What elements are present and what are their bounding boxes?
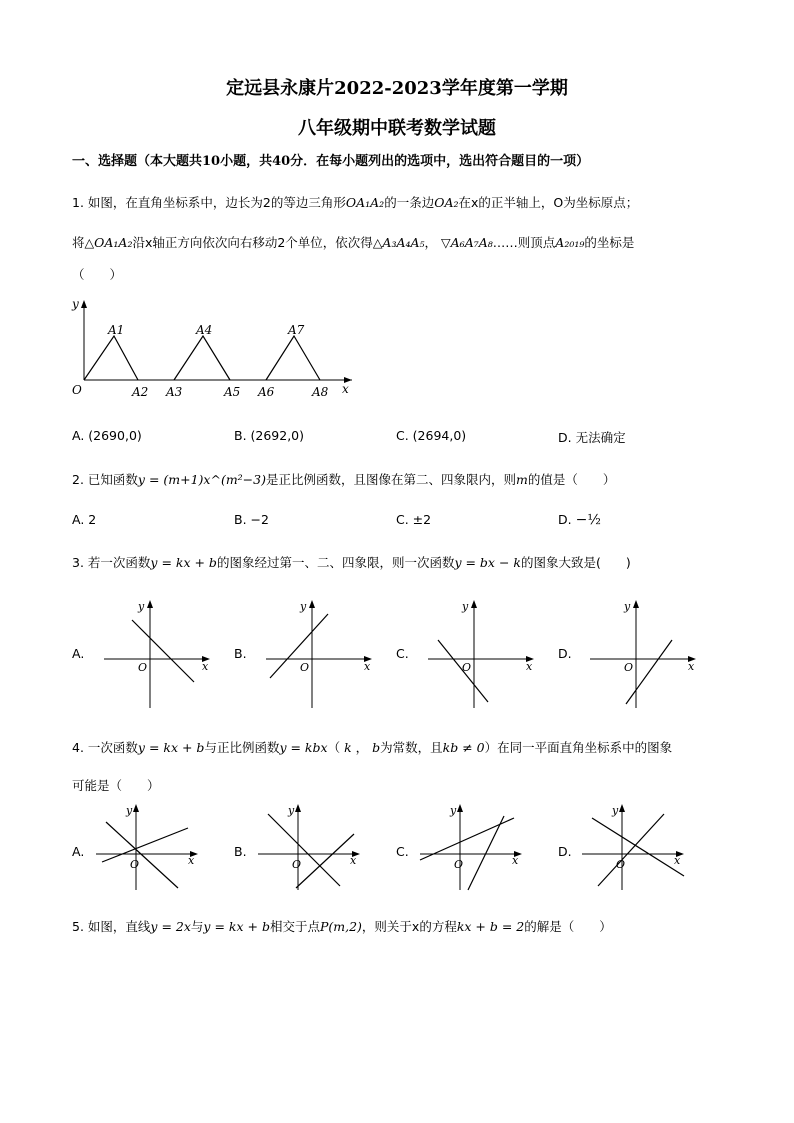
q3-option-a[interactable]: A.: [72, 646, 85, 661]
svg-text:y: y: [462, 600, 469, 613]
q3-graph-a: [100, 596, 215, 712]
page-title: 定远县永康片2022-2023学年度第一学期: [226, 78, 568, 99]
q1-label-a6: A6: [258, 385, 275, 399]
q1-line2: 将△OA₁A₂沿x轴正方向依次向右移动2个单位，依次得△A₃A₄A₅， ▽A₆A₇A₈……则顶点A₂₀₁₉的坐标是: [72, 235, 635, 250]
page-subtitle: 八年级期中联考数学试题: [298, 118, 496, 139]
q3-graph-d: [586, 596, 701, 712]
q4-graph-d: [578, 800, 690, 892]
svg-text:O: O: [138, 661, 148, 674]
math-q2-function: y = (m+1)x^(m²−3): [137, 472, 266, 487]
section-heading: 一、选择题（本大题共10小题，共40分．在每小题列出的选项中，选出符合题目的一项）: [72, 154, 590, 169]
svg-text:x: x: [202, 660, 209, 673]
math-neg-half: −½: [575, 512, 601, 528]
svg-text:x: x: [364, 660, 371, 673]
svg-text:O: O: [300, 661, 310, 674]
svg-text:x: x: [350, 854, 357, 867]
svg-text:x: x: [674, 854, 681, 867]
q5-stem: 5. 如图，直线y = 2x与y = kx + b相交于点P(m,2)，则关于x的方程kx + b = 2的解是（ ）: [72, 919, 612, 934]
q4-option-b[interactable]: B.: [234, 844, 247, 859]
q1-label-a2: A2: [132, 385, 149, 399]
math-oa1a2: OA₁A₂: [345, 195, 385, 210]
q1-label-a8: A8: [312, 385, 329, 399]
math-oa2: OA₂: [434, 195, 459, 210]
q3-stem: 3. 若一次函数y = kx + b的图象经过第一、二、四象限，则一次函数y = bx − k的图象大致是( ): [72, 555, 631, 570]
q1-label-a7: A7: [288, 323, 305, 337]
svg-text:y: y: [450, 804, 457, 817]
q3-option-b[interactable]: B.: [234, 646, 247, 661]
svg-text:x: x: [526, 660, 533, 673]
q1-label-x: x: [342, 382, 349, 396]
q3-graph-c: [424, 596, 539, 712]
q2-option-b[interactable]: B. −2: [234, 512, 269, 527]
q4-graph-c: [416, 800, 528, 892]
svg-text:y: y: [612, 804, 619, 817]
svg-text:O: O: [130, 858, 140, 871]
q1-label-y: y: [72, 297, 79, 311]
q1-label-a3: A3: [166, 385, 183, 399]
q1-answer-blank: （ ）: [72, 267, 123, 282]
svg-text:O: O: [616, 858, 626, 871]
q1-label-o: O: [72, 383, 82, 397]
q2-option-c[interactable]: C. ±2: [396, 512, 432, 527]
svg-text:O: O: [462, 661, 472, 674]
svg-text:O: O: [624, 661, 634, 674]
svg-text:x: x: [188, 854, 195, 867]
q1-label-a5: A5: [224, 385, 241, 399]
svg-text:O: O: [292, 858, 302, 871]
q1-line1: 1. 如图，在直角坐标系中，边长为2的等边三角形OA₁A₂的一条边OA₂在x的正半轴上，O为坐标原点；: [72, 195, 639, 210]
q3-option-c[interactable]: C.: [396, 646, 409, 661]
svg-text:O: O: [454, 858, 464, 871]
q1-option-a[interactable]: A. (2690,0): [72, 428, 142, 443]
q1-triangle-figure: [68, 292, 358, 404]
svg-text:y: y: [126, 804, 133, 817]
q4-graph-a: [92, 800, 204, 892]
q4-stem-line1: 4. 一次函数y = kx + b与正比例函数y = kbx（ k ， b为常数，且kb ≠ 0）在同一平面直角坐标系中的图象: [72, 740, 673, 755]
q1-option-c[interactable]: C. (2694,0): [396, 428, 467, 443]
q4-option-c[interactable]: C.: [396, 844, 409, 859]
q3-option-d[interactable]: D.: [558, 646, 572, 661]
svg-text:y: y: [300, 600, 307, 613]
svg-text:y: y: [138, 600, 145, 613]
q4-stem-line2: 可能是（ ）: [72, 778, 160, 793]
svg-text:x: x: [688, 660, 695, 673]
q1-label-a1: A1: [108, 323, 125, 337]
q4-option-a[interactable]: A.: [72, 844, 85, 859]
q3-graph-b: [262, 596, 377, 712]
q1-option-d[interactable]: D. 无法确定: [558, 430, 626, 445]
svg-text:y: y: [624, 600, 631, 613]
q2-option-a[interactable]: A. 2: [72, 512, 97, 527]
q1-label-a4: A4: [196, 323, 213, 337]
q4-option-d[interactable]: D.: [558, 844, 572, 859]
q4-graph-b: [254, 800, 366, 892]
q1-option-b[interactable]: B. (2692,0): [234, 428, 305, 443]
svg-text:x: x: [512, 854, 519, 867]
q2-option-d[interactable]: D. −½: [558, 512, 601, 528]
q2-stem: 2. 已知函数y = (m+1)x^(m²−3)是正比例函数，且图像在第二、四象限内，则m的值是（ ）: [72, 472, 616, 487]
svg-text:y: y: [288, 804, 295, 817]
